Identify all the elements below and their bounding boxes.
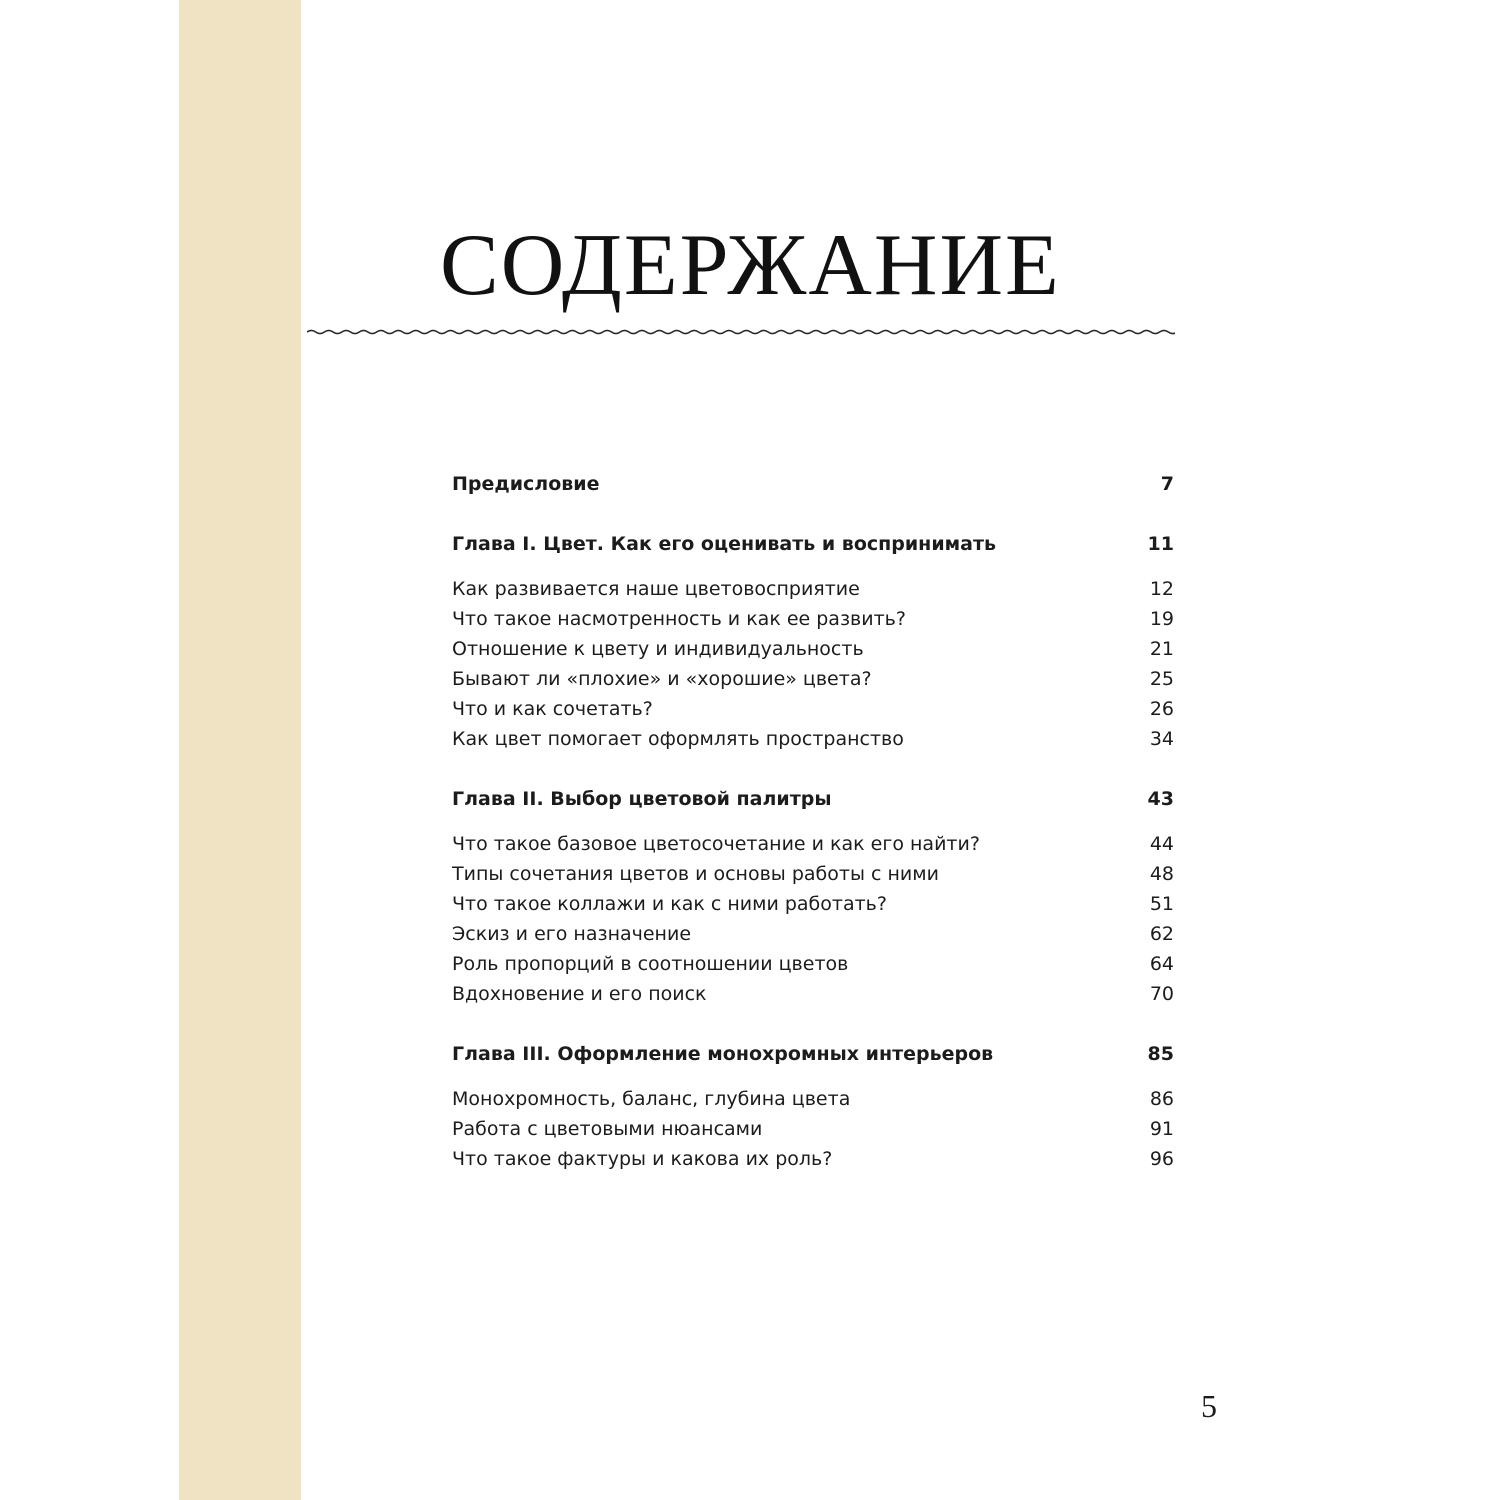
toc-entry[interactable] (452, 1042, 1174, 1066)
toc-entry-title: Эскиз и его назначение (452, 923, 692, 945)
toc-entry-title: Что такое коллажи и как с ними работать? (452, 893, 887, 915)
toc-entry[interactable] (452, 667, 1174, 691)
toc-entry[interactable] (452, 1117, 1174, 1141)
toc-entry-page: 43 (1147, 788, 1174, 810)
toc-entry[interactable] (452, 982, 1174, 1006)
toc-entry-page: 26 (1149, 698, 1174, 720)
toc-entry[interactable] (452, 952, 1174, 976)
toc-entry-title: Работа с цветовыми нюансами (452, 1118, 763, 1140)
toc-entry-page: 25 (1149, 668, 1174, 690)
toc-entry-title: Монохромность, баланс, глубина цвета (452, 1088, 851, 1110)
toc-entry[interactable] (452, 637, 1174, 661)
toc-entry-page: 86 (1149, 1088, 1174, 1110)
toc-entry-page: 21 (1149, 638, 1174, 660)
toc-entry-title: Бывают ли «плохие» и «хорошие» цвета? (452, 668, 872, 690)
toc-entry[interactable] (452, 472, 1174, 496)
toc-entry-title: Что такое фактуры и какова их роль? (452, 1148, 833, 1170)
toc-entry-title: Предисловие (452, 473, 600, 495)
toc-entry-page: 62 (1149, 923, 1174, 945)
toc-entry-title: Глава III. Оформление монохромных интерьеров (452, 1043, 994, 1065)
toc-entry[interactable] (452, 577, 1174, 601)
toc-entry[interactable] (452, 532, 1174, 556)
toc-entry-page: 96 (1149, 1148, 1174, 1170)
page-number: 5 (1201, 1388, 1217, 1424)
toc-entry[interactable] (452, 787, 1174, 811)
toc-entry[interactable] (452, 607, 1174, 631)
toc-entry-title: Вдохновение и его поиск (452, 983, 707, 1005)
toc-entry-title: Роль пропорций в соотношении цветов (452, 953, 849, 975)
toc-entry-title: Как цвет помогает оформлять пространство (452, 728, 904, 750)
toc-entry-title: Что и как сочетать? (452, 698, 653, 720)
toc-entry-title: Что такое насмотренность и как ее развить? (452, 608, 906, 630)
toc-entry[interactable] (452, 862, 1174, 886)
toc-entry-page: 91 (1149, 1118, 1174, 1140)
toc-entry-title: Глава I. Цвет. Как его оценивать и воспринимать (452, 533, 997, 555)
side-color-band (179, 0, 301, 1500)
toc-entry-page: 44 (1149, 833, 1174, 855)
toc-entry-page: 7 (1160, 473, 1174, 495)
toc-entry-page: 85 (1147, 1043, 1174, 1065)
toc-entry-title: Типы сочетания цветов и основы работы с ними (452, 863, 939, 885)
toc-entry-page: 19 (1149, 608, 1174, 630)
toc-entry-page: 64 (1149, 953, 1174, 975)
toc-entry-title: Как развивается наше цветовосприятие (452, 578, 860, 600)
toc-entry-page: 12 (1149, 578, 1174, 600)
toc-entry-title: Глава II. Выбор цветовой палитры (452, 788, 832, 810)
toc-entry-page: 34 (1149, 728, 1174, 750)
toc-entry-page: 48 (1149, 863, 1174, 885)
wavy-divider (307, 324, 1175, 340)
toc-entry[interactable] (452, 832, 1174, 856)
toc-entry[interactable] (452, 892, 1174, 916)
toc-entry-page: 11 (1147, 533, 1174, 555)
toc-entry-page: 51 (1149, 893, 1174, 915)
toc-entry[interactable] (452, 727, 1174, 751)
toc-entry[interactable] (452, 1147, 1174, 1171)
toc-entry-page: 70 (1149, 983, 1174, 1005)
toc-entry-title: Отношение к цвету и индивидуальность (452, 638, 864, 660)
toc-entry-title: Что такое базовое цветосочетание и как его найти? (452, 833, 980, 855)
toc-entry[interactable] (452, 1087, 1174, 1111)
toc-entry[interactable] (452, 922, 1174, 946)
toc-entry[interactable] (452, 697, 1174, 721)
page-title: СОДЕРЖАНИЕ (440, 217, 1061, 314)
